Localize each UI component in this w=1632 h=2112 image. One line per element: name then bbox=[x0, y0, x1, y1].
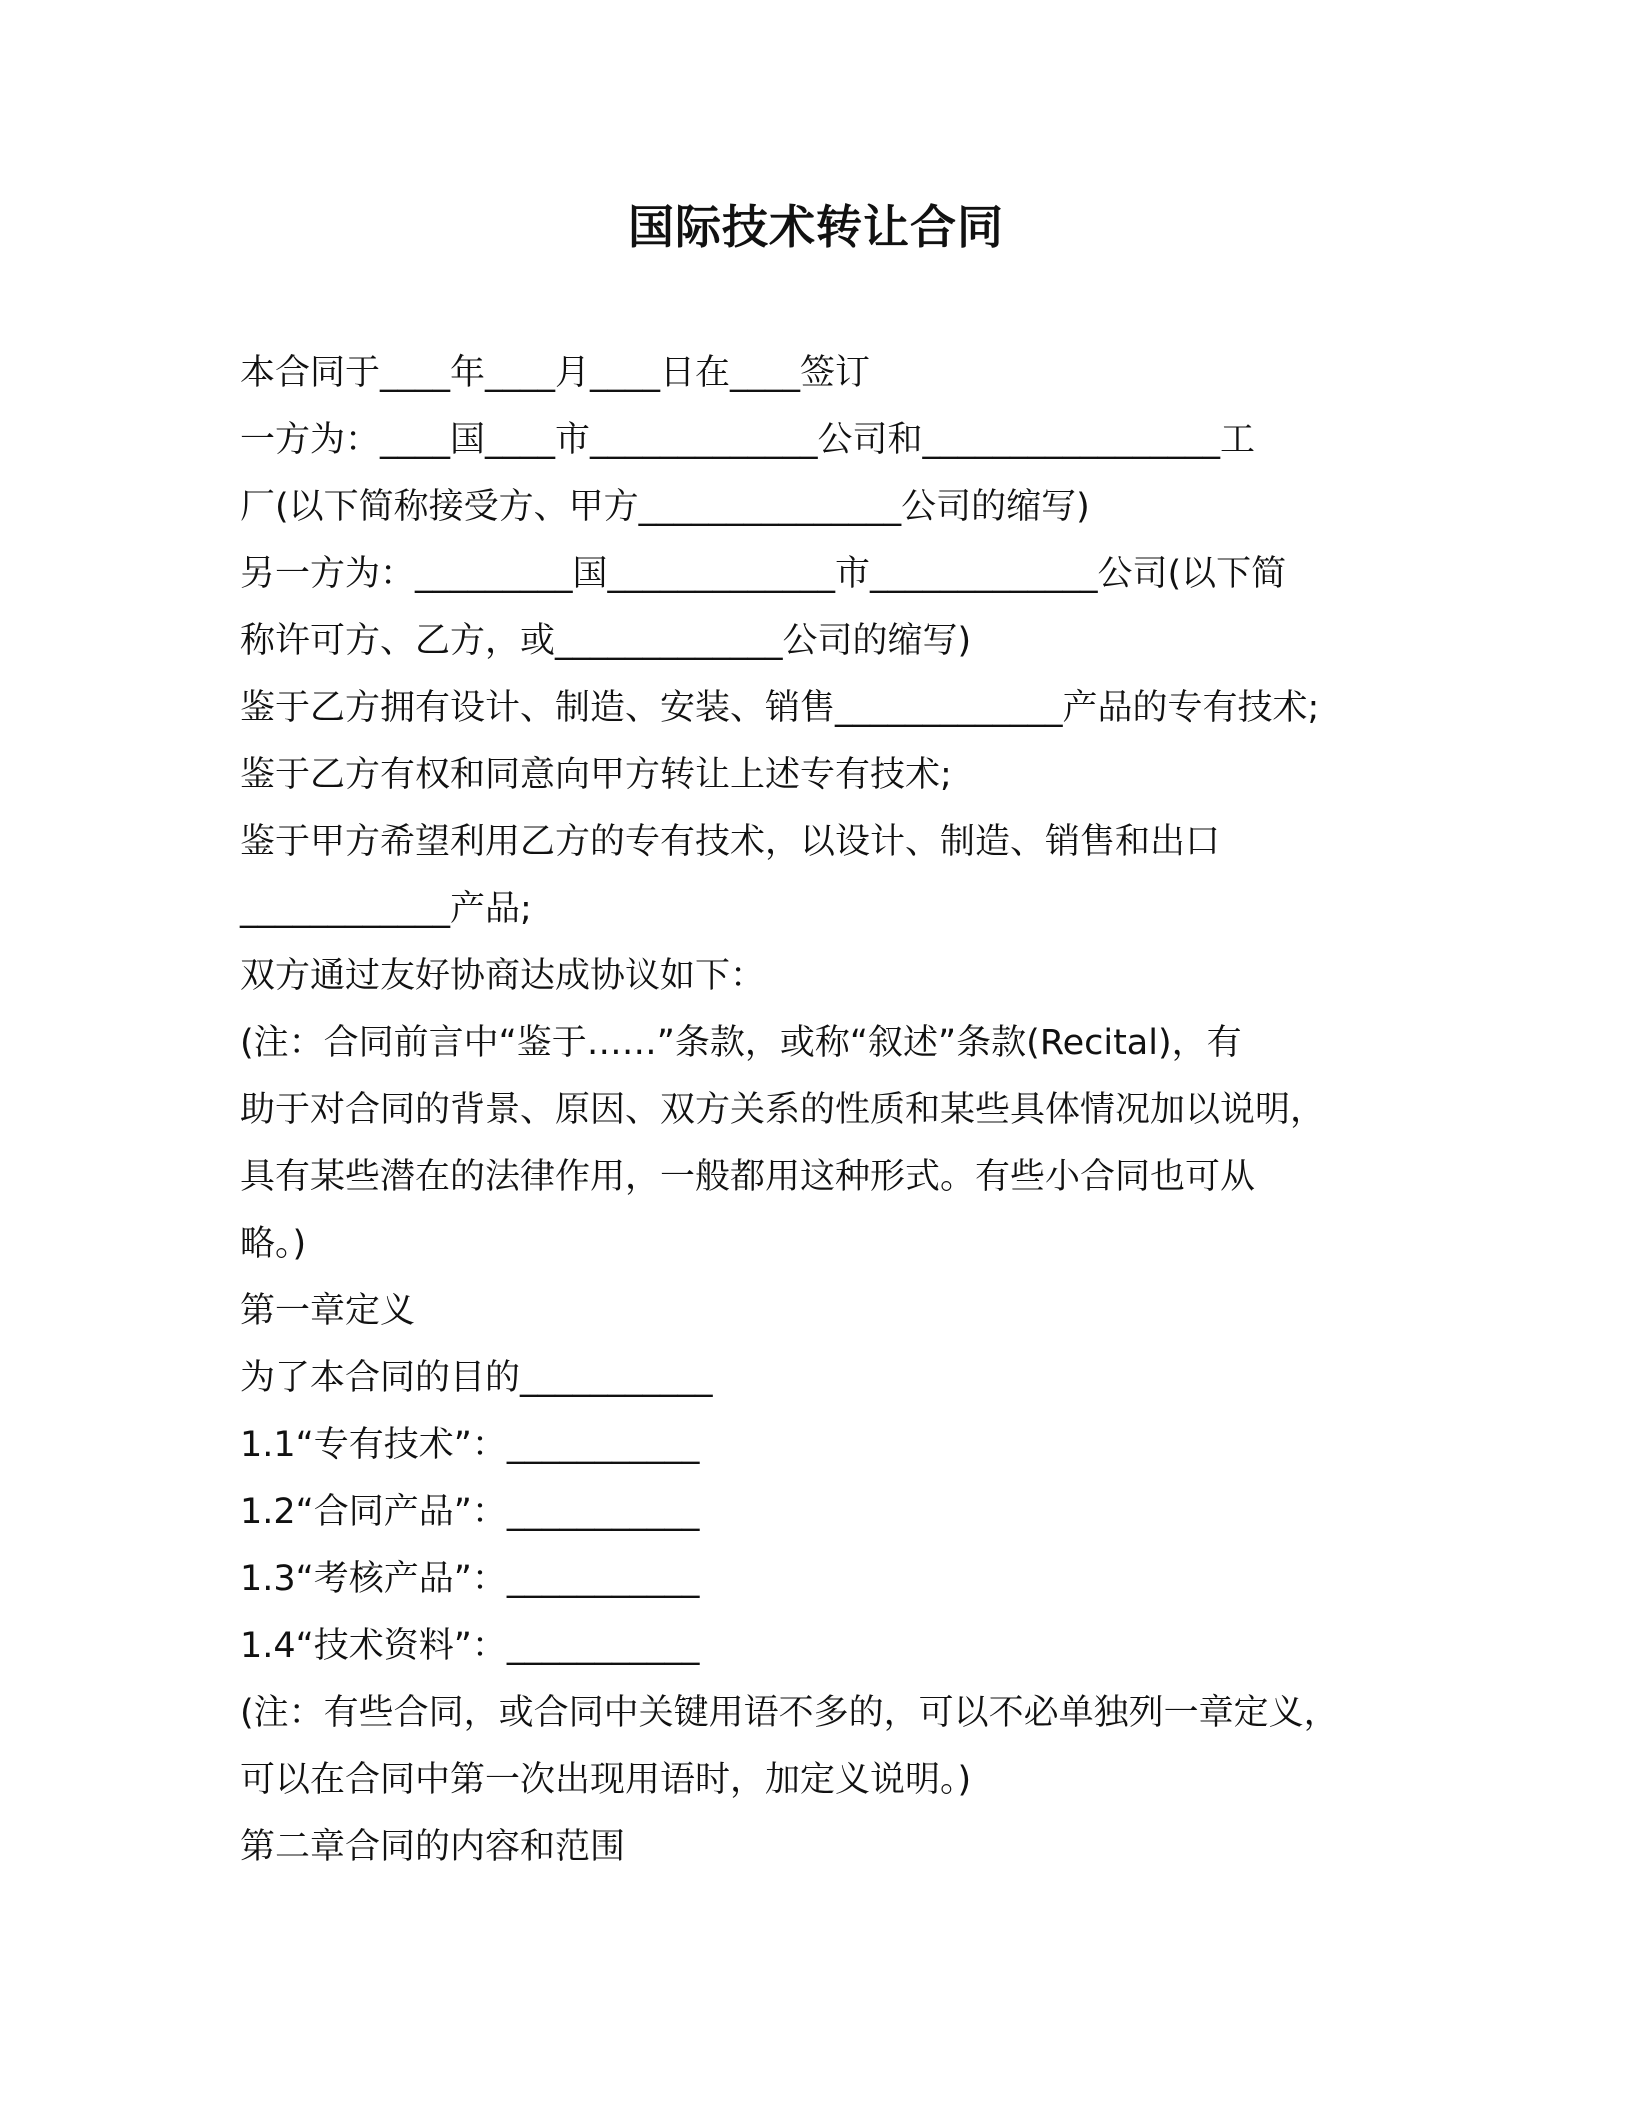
definition-item: 1.3“考核产品”：___________ bbox=[240, 1559, 700, 1599]
document-body bbox=[240, 340, 1420, 1881]
text-line: 双方通过友好协商达成协议如下： bbox=[240, 956, 766, 996]
text-line: 鉴于甲方希望利用乙方的专有技术，以设计、制造、销售和出口 bbox=[240, 822, 1221, 862]
note-line: 略。) bbox=[240, 1224, 307, 1264]
text-line: 一方为：____国____市_____________公司和_________________工 bbox=[240, 420, 1256, 460]
document-title: 国际技术转让合同 bbox=[628, 200, 1004, 254]
text-line: 鉴于乙方拥有设计、制造、安装、销售_____________产品的专有技术; bbox=[240, 688, 1320, 728]
note-line: 助于对合同的背景、原因、双方关系的性质和某些具体情况加以说明， bbox=[240, 1090, 1326, 1130]
definition-item: 1.2“合同产品”：___________ bbox=[240, 1492, 700, 1532]
text-line: 厂(以下简称接受方、甲方_______________公司的缩写) bbox=[240, 487, 1090, 527]
chapter-heading: 第一章定义 bbox=[240, 1291, 416, 1331]
text-line: 为了本合同的目的___________ bbox=[240, 1358, 713, 1398]
text-line: 本合同于____年____月____日在____签订 bbox=[240, 353, 871, 393]
definition-item: 1.1“专有技术”：___________ bbox=[240, 1425, 700, 1465]
definition-item: 1.4“技术资料”：___________ bbox=[240, 1626, 700, 1666]
note-line: 具有某些潜在的法律作用，一般都用这种形式。有些小合同也可从 bbox=[240, 1157, 1256, 1197]
text-line: ____________产品; bbox=[240, 889, 532, 929]
note-line: (注：有些合同，或合同中关键用语不多的，可以不必单独列一章定义， bbox=[240, 1693, 1339, 1733]
text-line: 另一方为：_________国_____________市_____________公司(以下简 bbox=[240, 554, 1287, 594]
note-line: 可以在合同中第一次出现用语时，加定义说明。) bbox=[240, 1760, 972, 1800]
text-line: 称许可方、乙方，或_____________公司的缩写) bbox=[240, 621, 972, 661]
note-line: (注：合同前言中“鉴于……”条款，或称“叙述”条款(Recital)，有 bbox=[240, 1023, 1242, 1063]
text-line: 鉴于乙方有权和同意向甲方转让上述专有技术; bbox=[240, 755, 952, 795]
chapter-heading: 第二章合同的内容和范围 bbox=[240, 1827, 626, 1867]
